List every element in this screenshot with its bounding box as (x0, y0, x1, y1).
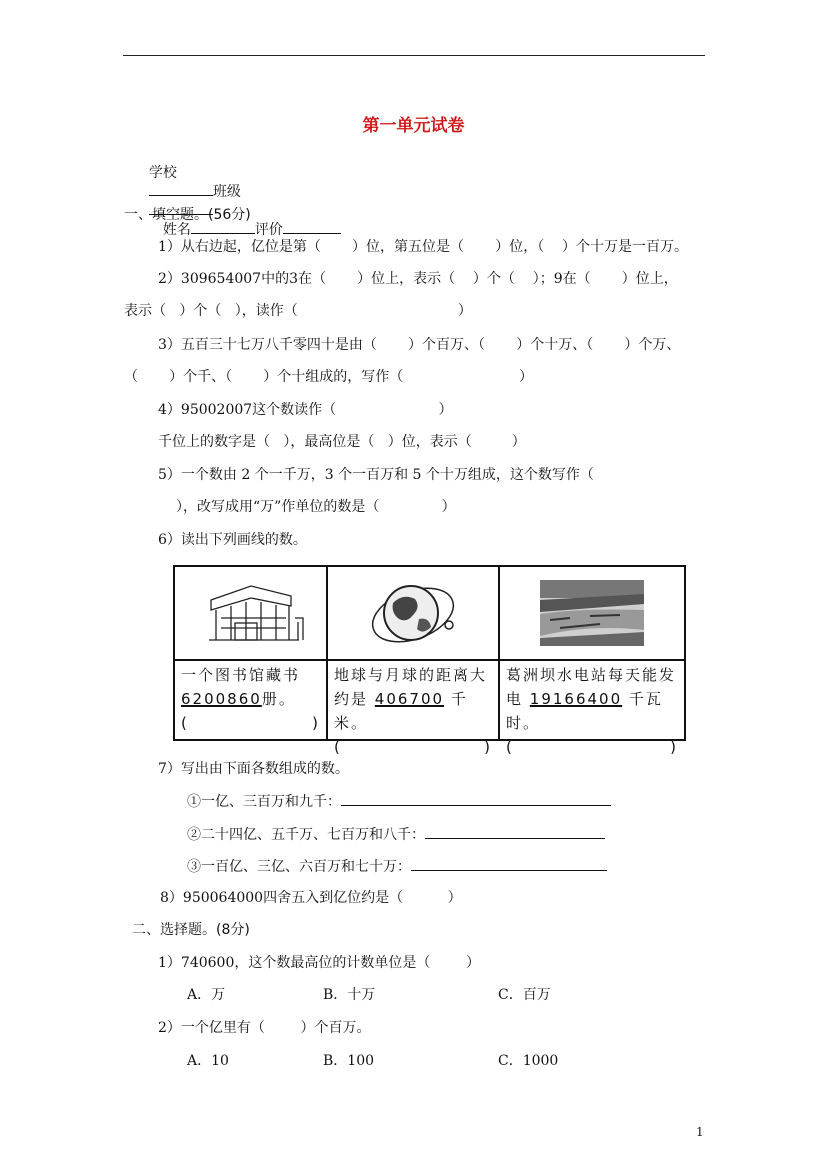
option-2-1-c[interactable]: C．百万 (498, 987, 551, 1003)
answer-parens[interactable]: ( ) (181, 714, 320, 732)
question-1-3a: 3）五百三十七万八千零四十是由（ ）个百万、（ ）个十万、（ ）个万、 (158, 337, 681, 353)
dam-image (500, 567, 684, 661)
question-1-4a: 4）95002007这个数读作（ ） (158, 402, 453, 418)
page-title: 第一单元试卷 (362, 116, 465, 136)
option-2-1-a[interactable]: A．万 (187, 987, 226, 1003)
question-1-7-1 (187, 792, 611, 811)
section2-heading: 二、选择题。(8分) (132, 922, 250, 938)
info-line (140, 146, 341, 239)
library-image (175, 567, 328, 661)
q7-1-text: ①一亿、三百万和九千： (187, 794, 341, 810)
distance-number: 406700 (374, 690, 445, 708)
library-text: 一个图书馆藏书 (181, 666, 301, 684)
eval-field[interactable] (283, 220, 341, 234)
q7-1-answer[interactable] (341, 792, 611, 806)
q7-3-text: ③一百亿、三亿、六百万和七十万： (187, 859, 411, 875)
table-cell-library (175, 661, 328, 739)
question-1-7-3 (187, 857, 607, 876)
question-1-2b: 表示（ ）个（ ），读作（ ） (124, 303, 472, 319)
option-2-2-c[interactable]: C．1000 (498, 1053, 559, 1069)
question-1-7-2 (187, 825, 605, 844)
question-1-3b: （ ）个千、（ ）个十组成的，写作（ ） (124, 369, 534, 385)
library-icon (191, 578, 311, 648)
earth-icon (363, 573, 463, 653)
option-2-2-a[interactable]: A．10 (187, 1053, 229, 1069)
dam-photo-icon (540, 580, 644, 646)
distance-unit: 千米。 (334, 690, 468, 732)
question-1-7: 7）写出由下面各数组成的数。 (158, 761, 349, 777)
name-label: 姓名 (162, 222, 191, 238)
library-unit: 册。 (261, 690, 296, 708)
eval-label: 评价 (254, 222, 283, 238)
q7-2-answer[interactable] (425, 825, 605, 839)
page-number: 1 (696, 1125, 704, 1139)
header-rule (123, 55, 705, 56)
question-2-1: 1）740600，这个数最高位的计数单位是（ ） (158, 955, 480, 971)
table-cell-dam: 葛洲坝水电站每天能发 电 19166400 千瓦时。 ( ) (500, 661, 684, 739)
option-2-1-b[interactable]: B．十万 (323, 987, 376, 1003)
table-cell-earth-moon: 地球与月球的距离大 约是 406700 千米。 ( ) (328, 661, 500, 739)
earth-moon-image (328, 567, 500, 661)
q7-3-answer[interactable] (411, 857, 607, 871)
library-number: 6200860 (181, 690, 262, 708)
question-1-5b: ），改写成用“万”作单位的数是（ ） (176, 499, 456, 515)
question-1-6: 6）读出下列画线的数。 (158, 532, 307, 548)
question-1-5a: 5）一个数由 2 个一千万，3 个一百万和 5 个十万组成，这个数写作（ (158, 467, 594, 483)
question-1-8: 8）950064000四舍五入到亿位约是（ ） (160, 890, 462, 906)
reading-table (173, 565, 686, 756)
answer-parens[interactable]: ( ) (334, 738, 492, 756)
section1-heading: 一、填空题。(56分) (124, 207, 251, 223)
q7-2-text: ②二十四亿、五千万、七百万和八千： (187, 827, 425, 843)
question-1-1: 1）从右边起，亿位是第（ ）位，第五位是（ ）位，（ ）个十万是一百万。 (158, 239, 689, 255)
school-field[interactable] (149, 182, 213, 196)
power-unit: 千瓦时。 (506, 690, 663, 732)
question-2-2: 2）一个亿里有（ ）个百万。 (158, 1020, 371, 1036)
power-number: 19166400 (529, 690, 623, 708)
class-label: 班级 (212, 184, 241, 200)
school-label: 学校 (148, 165, 177, 181)
answer-parens[interactable]: ( ) (506, 738, 678, 756)
question-1-4b: 千位上的数字是（ ），最高位是（ ）位，表示（ ） (158, 434, 526, 450)
question-1-2a: 2）309654007中的3在（ ）位上，表示（ ）个（ ）；9在（ ）位上， (158, 271, 678, 287)
option-2-2-b[interactable]: B．100 (323, 1053, 375, 1069)
